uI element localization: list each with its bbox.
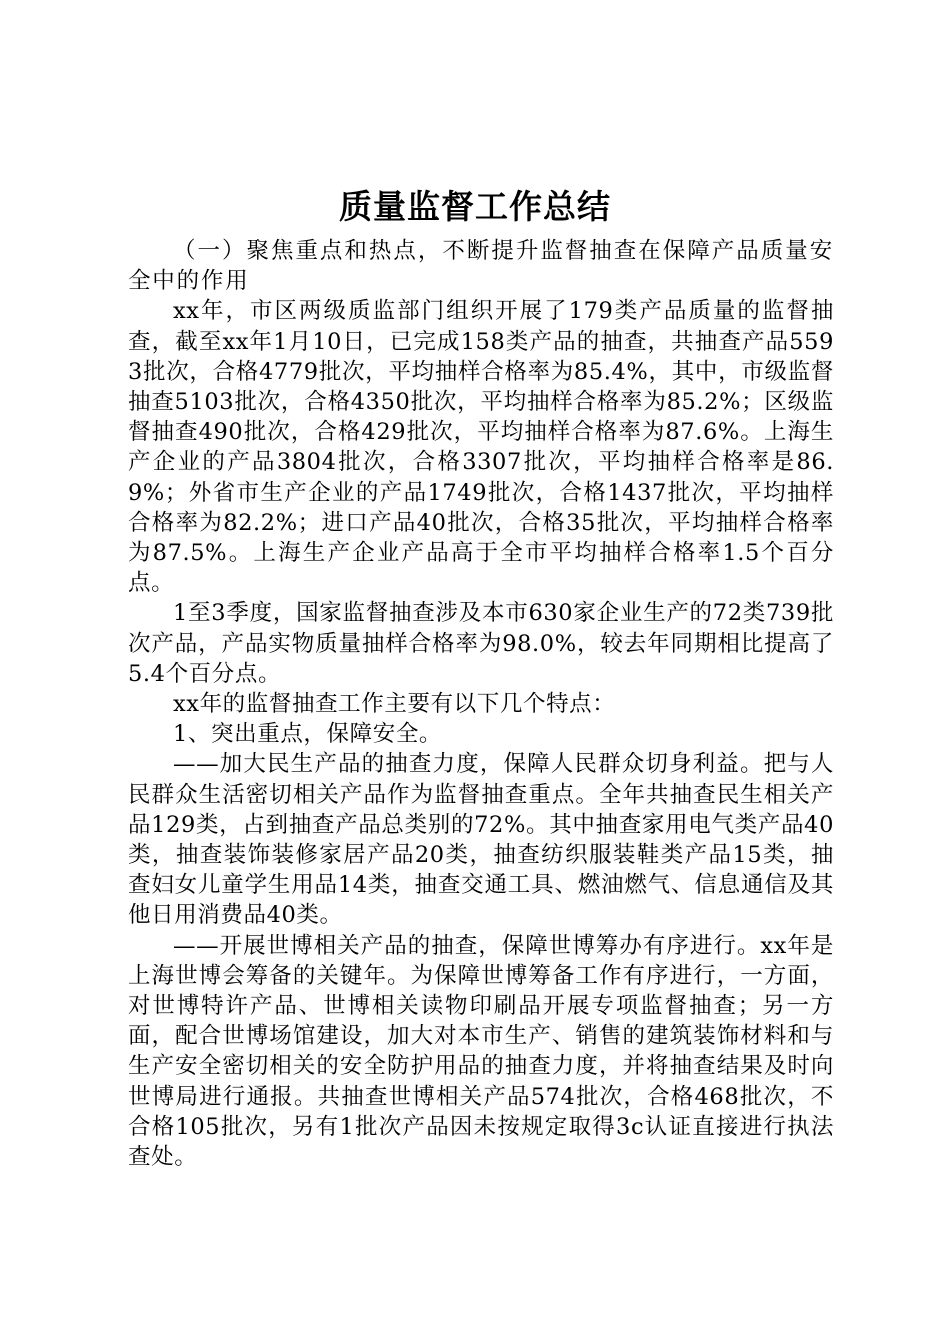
paragraph-annual-overview: xx年，市区两级质监部门组织开展了179类产品质量的监督抽查，截至xx年1月10日，已完成158类产品的抽查，共抽查产品5593批次，合格4779批次，平均抽样合格率为85.4%，其中，市级监督抽查5103批次，合格4350批次，平均抽样合格率为85.2%；区级监督抽查490批次，合格429批次，平均抽样合格率为87.6%。上海生产企业的产品3804批次，合格3307批次，平均抽样合格率是86.9%；外省市生产企业的产品1749批次，合格1437批次，平均抽样合格率为82.2%；进口产品40批次，合格35批次，平均抽样合格率为87.5%。上海生产企业产品高于全市平均抽样合格率1.5个百分点。 [128, 298, 834, 597]
paragraph-features-intro: xx年的监督抽查工作主要有以下几个特点： [173, 691, 616, 718]
document-title: 质量监督工作总结 [339, 187, 611, 226]
paragraph-national-inspection: 1至3季度，国家监督抽查涉及本市630家企业生产的72类739批次产品，产品实物质量抽样合格率为98.0%，较去年同期相比提高了5.4个百分点。 [128, 600, 834, 687]
paragraph-section-heading: （一）聚焦重点和热点，不断提升监督抽查在保障产品质量安全中的作用 [128, 238, 834, 295]
paragraph-expo-products: ——开展世博相关产品的抽查，保障世博筹办有序进行。xx年是上海世博会筹备的关键年。为保障世博筹备工作有序进行，一方面，对世博特许产品、世博相关读物印刷品开展专项监督抽查；另一方面，配合世博场馆建设，加大对本市生产、销售的建筑装饰材料和与生产安全密切相关的安全防护用品的抽查力度，并将抽查结果及时向世博局进行通报。共抽查世博相关产品574批次，合格468批次，不合格105批次，另有1批次产品因未按规定取得3c认证直接进行执法查处。 [128, 932, 834, 1171]
paragraph-feature-1-heading: 1、突出重点，保障安全。 [173, 721, 443, 748]
document-body [128, 236, 834, 1172]
paragraph-livelihood-products: ——加大民生产品的抽查力度，保障人民群众切身利益。把与人民群众生活密切相关产品作为监督抽查重点。全年共抽查民生相关产品129类，占到抽查产品总类别的72%。其中抽查家用电气类产品40类，抽查装饰装修家居产品20类，抽查纺织服装鞋类产品15类，抽查妇女儿童学生用品14类，抽查交通工具、燃油燃气、信息通信及其他日用消费品40类。 [128, 751, 834, 929]
